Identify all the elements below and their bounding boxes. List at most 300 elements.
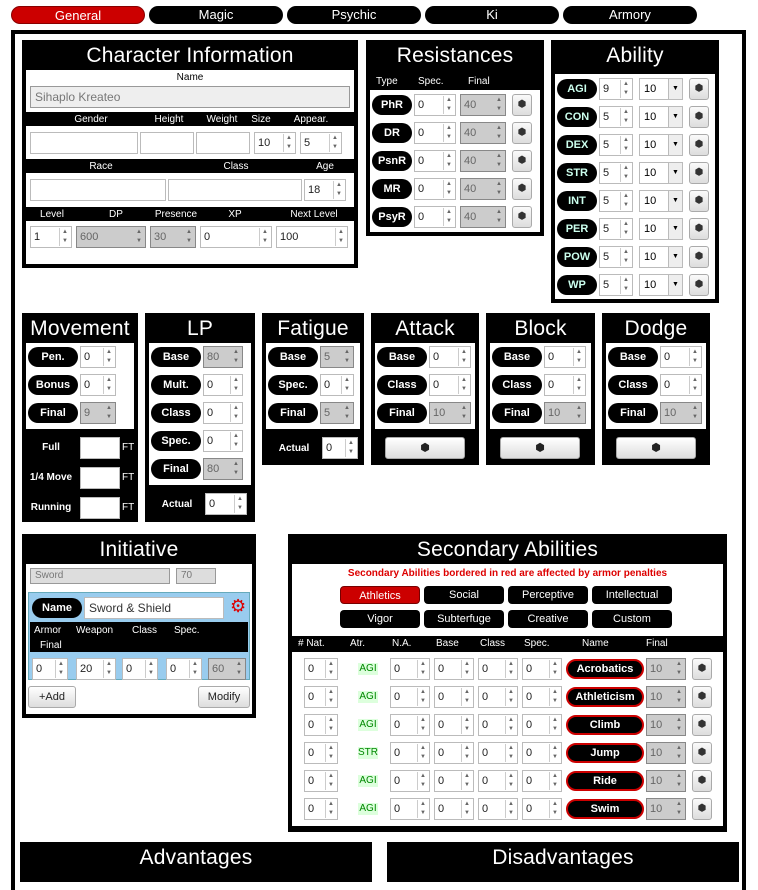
init-weapon-input[interactable]: 20 ▲ ▼: [76, 658, 116, 680]
tab-general[interactable]: General: [11, 6, 145, 24]
spinner-icon[interactable]: ▲ ▼: [549, 744, 560, 762]
gender-label: Gender: [74, 114, 108, 125]
res-mr-spec[interactable]: [414, 178, 456, 200]
select-value: 10: [644, 279, 657, 291]
blk-final-input: [544, 402, 586, 424]
dice-icon: ⬢: [694, 83, 704, 94]
dice-icon: ⬢: [420, 442, 430, 454]
spinner-icon[interactable]: ▲ ▼: [458, 348, 469, 366]
res-phr-roll-button[interactable]: [512, 94, 532, 116]
weight-input[interactable]: [196, 132, 250, 154]
sec-base-input-value: 0: [438, 663, 445, 675]
add-initiative-button[interactable]: +Add: [28, 686, 76, 708]
spinner-icon[interactable]: ▲ ▼: [573, 348, 584, 366]
ability-per-value[interactable]: [599, 218, 633, 240]
spinner-icon[interactable]: ▲ ▼: [443, 96, 454, 114]
sec-na-input-value: 0: [394, 663, 401, 675]
spinner-icon[interactable]: ▲ ▼: [230, 404, 241, 422]
lp-base-input-value: 80: [207, 351, 220, 363]
sec-na-input-value: 0: [394, 803, 401, 815]
next-level-label: Next Level: [290, 209, 338, 220]
sec-na-input[interactable]: [390, 798, 430, 820]
dice-icon: ⬢: [697, 775, 707, 786]
sec-nat-input-value: 0: [308, 775, 315, 787]
spinner-icon[interactable]: ▲ ▼: [493, 152, 504, 170]
res-psyr-final-value: 40: [464, 211, 477, 223]
spinner-icon[interactable]: ▲ ▼: [461, 716, 472, 734]
spinner-icon[interactable]: ▲ ▼: [620, 192, 631, 210]
sec-class-input[interactable]: [478, 798, 518, 820]
spinner-icon[interactable]: ▲ ▼: [505, 688, 516, 706]
res-psnr-spec[interactable]: [414, 150, 456, 172]
ability-int-roll-button[interactable]: [689, 190, 709, 212]
ability-per-select[interactable]: [639, 218, 683, 240]
res-psyr-label: PsyR: [372, 207, 412, 227]
movement-0-unit: FT: [122, 442, 135, 453]
sec-class-input[interactable]: [478, 742, 518, 764]
spinner-icon[interactable]: ▲ ▼: [689, 348, 700, 366]
spinner-icon[interactable]: ▲ ▼: [461, 744, 472, 762]
fat-spec-input[interactable]: [320, 374, 354, 396]
spinner-icon[interactable]: ▲ ▼: [673, 744, 684, 762]
blk-class-input[interactable]: [544, 374, 586, 396]
movement-1-input[interactable]: [80, 467, 120, 489]
appearance-input[interactable]: 5 ▲ ▼: [300, 132, 342, 154]
spinner-icon[interactable]: ▲ ▼: [461, 800, 472, 818]
move-pen-input-value: 0: [84, 351, 91, 363]
initiative-weapon-value: 70: [176, 568, 216, 584]
move-pen-input[interactable]: [80, 346, 116, 368]
panel-title: Advantages: [139, 846, 253, 869]
lp-mult-input-value: 0: [207, 379, 214, 391]
spinner-icon[interactable]: ▲ ▼: [325, 716, 336, 734]
dice-icon: ⬢: [651, 442, 661, 454]
ability-panel: [551, 40, 719, 303]
sec-nat-input[interactable]: [304, 686, 338, 708]
lp-base-label: Base: [151, 347, 201, 367]
spinner-icon[interactable]: ▲ ▼: [325, 688, 336, 706]
ability-con-label: CON: [557, 107, 597, 127]
sec-spec-input-value: 0: [526, 803, 533, 815]
move-final-input: [80, 402, 116, 424]
fat-spec-label: Spec.: [268, 375, 318, 395]
attack-roll-button[interactable]: [385, 437, 465, 459]
fat-final-label: Final: [268, 403, 318, 423]
dice-icon: ⬢: [694, 111, 704, 122]
sec-header-1: Atr.: [350, 638, 366, 649]
blk-final-label: Final: [492, 403, 542, 423]
sec-final-input-value: 10: [650, 747, 663, 759]
sec-swim-roll-button[interactable]: [692, 798, 712, 820]
spinner-icon[interactable]: ▲ ▼: [505, 800, 516, 818]
panel-title: Resistances: [396, 44, 514, 67]
height-label: Height: [154, 114, 184, 125]
movement-2-unit: FT: [122, 502, 135, 513]
sec-athleticism-roll-button[interactable]: [692, 686, 712, 708]
sec-na-input-value: 0: [394, 691, 401, 703]
sec-base-input[interactable]: [434, 658, 474, 680]
spinner-icon[interactable]: ▲ ▼: [620, 164, 631, 182]
sec-spec-input[interactable]: [522, 742, 562, 764]
dice-icon: ⬢: [517, 99, 527, 110]
res-phr-final: [460, 94, 506, 116]
sec-nat-input[interactable]: [304, 714, 338, 736]
sec-spec-input-value: 0: [526, 747, 533, 759]
presence-label: Presence: [154, 209, 198, 220]
spinner-icon[interactable]: ▲ ▼: [325, 660, 336, 678]
res-mr-final: [460, 178, 506, 200]
dod-class-input[interactable]: [660, 374, 702, 396]
sec-base-input-value: 0: [438, 719, 445, 731]
spinner-icon[interactable]: ▲ ▼: [230, 348, 241, 366]
sec-nat-input[interactable]: [304, 798, 338, 820]
modify-initiative-button[interactable]: Modify: [198, 686, 250, 708]
spinner-icon[interactable]: ▲ ▼: [417, 800, 428, 818]
spinner-icon[interactable]: ▲ ▼: [505, 660, 516, 678]
ability-agi-select[interactable]: [639, 78, 683, 100]
movement-2-label: Running: [30, 502, 72, 513]
move-bonus-input[interactable]: [80, 374, 116, 396]
name-label: Name: [176, 72, 204, 83]
spinner-icon[interactable]: ▲ ▼: [461, 688, 472, 706]
select-value: 10: [644, 251, 657, 263]
sec-tab-athletics[interactable]: Athletics: [340, 586, 420, 604]
spinner-icon[interactable]: ▲ ▼: [493, 96, 504, 114]
spinner-icon: ▲ ▼: [233, 660, 244, 678]
spinner-icon[interactable]: ▲ ▼: [443, 208, 454, 226]
ability-con-roll-button[interactable]: [689, 106, 709, 128]
ability-con-value[interactable]: [599, 106, 633, 128]
ability-dex-roll-button[interactable]: [689, 134, 709, 156]
dice-icon: ⬢: [517, 183, 527, 194]
ability-agi-roll-button[interactable]: [689, 78, 709, 100]
sec-base-input[interactable]: [434, 686, 474, 708]
spinner-icon[interactable]: ▲ ▼: [341, 348, 352, 366]
ability-wp-value[interactable]: [599, 274, 633, 296]
spinner-icon[interactable]: ▲ ▼: [341, 404, 352, 422]
move-bonus-label: Bonus: [28, 375, 78, 395]
sec-base-input-value: 0: [438, 803, 445, 815]
select-value: 10: [644, 195, 657, 207]
sec-spec-input[interactable]: [522, 798, 562, 820]
dod-base-label: Base: [608, 347, 658, 367]
init-final-input: 60 ▲ ▼: [208, 658, 246, 680]
res-phr-spec[interactable]: [414, 94, 456, 116]
atk-class-input[interactable]: [429, 374, 471, 396]
chevron-down-icon: ▼: [668, 219, 682, 239]
res-psnr-roll-button[interactable]: [512, 150, 532, 172]
sec-name-athleticism: Athleticism: [566, 687, 644, 707]
spinner-icon[interactable]: ▲ ▼: [549, 660, 560, 678]
dice-icon: ⬢: [697, 691, 707, 702]
lp-actual-input[interactable]: 0 ▲ ▼: [205, 493, 247, 515]
ability-dex-select[interactable]: [639, 134, 683, 156]
spinner-icon[interactable]: ▲ ▼: [493, 180, 504, 198]
ability-con-select[interactable]: [639, 106, 683, 128]
ability-pow-value[interactable]: [599, 246, 633, 268]
sec-name-jump: Jump: [566, 743, 644, 763]
res-mr-final-value: 40: [464, 183, 477, 195]
dice-icon: ⬢: [694, 279, 704, 290]
sec-base-input[interactable]: [434, 714, 474, 736]
spinner-icon: ▲ ▼: [234, 495, 245, 513]
sec-spec-input[interactable]: [522, 770, 562, 792]
res-psyr-spec-value: 0: [418, 211, 425, 223]
spinner-icon[interactable]: ▲ ▼: [620, 136, 631, 154]
movement-2-input[interactable]: [80, 497, 120, 519]
spinner-icon[interactable]: ▲ ▼: [549, 800, 560, 818]
dod-base-input[interactable]: [660, 346, 702, 368]
sec-base-input[interactable]: [434, 742, 474, 764]
spinner-icon[interactable]: ▲ ▼: [689, 404, 700, 422]
sec-spec-input[interactable]: [522, 658, 562, 680]
dod-final-input: [660, 402, 702, 424]
lp-mult-label: Mult.: [151, 375, 201, 395]
sec-na-input[interactable]: [390, 742, 430, 764]
height-input[interactable]: [140, 132, 194, 154]
ability-str-label: STR: [557, 163, 597, 183]
sec-na-input[interactable]: [390, 686, 430, 708]
sec-class-input[interactable]: [478, 658, 518, 680]
spinner-icon[interactable]: ▲ ▼: [103, 376, 114, 394]
sec-nat-input[interactable]: [304, 742, 338, 764]
spinner-icon: ▲ ▼: [103, 660, 114, 678]
armor-penalty-note: Secondary Abilities bordered in red are affected by armor penalties: [347, 568, 668, 579]
sec-final-input: [646, 798, 686, 820]
spinner-icon[interactable]: ▲ ▼: [620, 220, 631, 238]
spinner-icon[interactable]: ▲ ▼: [230, 376, 241, 394]
spinner-icon[interactable]: ▲ ▼: [461, 660, 472, 678]
spinner-icon[interactable]: ▲ ▼: [620, 276, 631, 294]
sec-attribute: AGI: [359, 803, 377, 814]
spinner-icon[interactable]: ▲ ▼: [573, 404, 584, 422]
init-name-input[interactable]: Sword & Shield: [84, 597, 224, 619]
res-dr-spec[interactable]: [414, 122, 456, 144]
lp-panel: [145, 313, 255, 522]
res-psyr-roll-button[interactable]: [512, 206, 532, 228]
sec-name-ride: Ride: [566, 771, 644, 791]
spinner-icon[interactable]: ▲ ▼: [458, 404, 469, 422]
gender-input[interactable]: [30, 132, 138, 154]
spinner-icon[interactable]: ▲ ▼: [673, 716, 684, 734]
move-pen-label: Pen.: [28, 347, 78, 367]
res-mr-roll-button[interactable]: [512, 178, 532, 200]
next-level-input[interactable]: 100 ▲ ▼: [276, 226, 348, 248]
main-tabs: [11, 6, 701, 24]
block-roll-button[interactable]: [500, 437, 580, 459]
spinner-icon[interactable]: ▲ ▼: [573, 376, 584, 394]
select-value: 10: [644, 83, 657, 95]
spinner-icon[interactable]: ▲ ▼: [461, 772, 472, 790]
spinner-icon[interactable]: ▲ ▼: [673, 800, 684, 818]
fatigue-actual-input[interactable]: 0 ▲ ▼: [322, 437, 358, 459]
ability-wp-select[interactable]: [639, 274, 683, 296]
ability-int-value[interactable]: [599, 190, 633, 212]
move-bonus-input-value: 0: [84, 379, 91, 391]
spinner-icon[interactable]: ▲ ▼: [103, 348, 114, 366]
ability-per-roll-button[interactable]: [689, 218, 709, 240]
tab-magic[interactable]: Magic: [149, 6, 283, 24]
sec-class-input[interactable]: [478, 686, 518, 708]
sec-class-input[interactable]: [478, 714, 518, 736]
fat-base-input-value: 5: [324, 351, 331, 363]
lp-spec-label: Spec.: [151, 431, 201, 451]
spinner-icon[interactable]: ▲ ▼: [505, 744, 516, 762]
sec-ride-roll-button[interactable]: [692, 770, 712, 792]
spinner-icon[interactable]: ▲ ▼: [620, 80, 631, 98]
panel-title: Fatigue: [277, 317, 349, 340]
class-header: Class: [132, 625, 158, 636]
sec-class-input[interactable]: [478, 770, 518, 792]
sec-acrobatics-roll-button[interactable]: [692, 658, 712, 680]
sec-tab-vigor[interactable]: Vigor: [340, 610, 420, 628]
sec-base-input[interactable]: [434, 770, 474, 792]
spinner-icon[interactable]: ▲ ▼: [341, 376, 352, 394]
spinner-icon[interactable]: ▲ ▼: [417, 660, 428, 678]
sec-base-input-value: 0: [438, 747, 445, 759]
sec-final-input: [646, 686, 686, 708]
sec-base-input[interactable]: [434, 798, 474, 820]
sec-tab-perceptive[interactable]: Perceptive: [508, 586, 588, 604]
spinner-icon[interactable]: ▲ ▼: [620, 248, 631, 266]
spinner-icon[interactable]: ▲ ▼: [417, 744, 428, 762]
spinner-icon[interactable]: ▲ ▼: [230, 432, 241, 450]
sec-spec-input-value: 0: [526, 719, 533, 731]
blk-final-input-value: 10: [548, 407, 561, 419]
level-input[interactable]: 1 ▲ ▼: [30, 226, 72, 248]
res-psnr-label: PsnR: [372, 151, 412, 171]
name-input[interactable]: Sihaplo Kreateo: [30, 86, 350, 108]
res-dr-final: [460, 122, 506, 144]
sec-spec-input[interactable]: [522, 714, 562, 736]
sec-tab-custom[interactable]: Custom: [592, 610, 672, 628]
spinner-icon[interactable]: ▲ ▼: [325, 772, 336, 790]
ability-int-label: INT: [557, 191, 597, 211]
lp-mult-input[interactable]: [203, 374, 243, 396]
spinner-icon[interactable]: ▲ ▼: [689, 376, 700, 394]
ability-str-roll-button[interactable]: [689, 162, 709, 184]
spinner-icon[interactable]: ▲ ▼: [443, 152, 454, 170]
chevron-down-icon: ▼: [668, 135, 682, 155]
movement-0-input[interactable]: [80, 437, 120, 459]
race-input[interactable]: [30, 179, 166, 201]
sec-nat-input[interactable]: [304, 770, 338, 792]
ability-wp-value-value: 5: [603, 279, 610, 291]
sec-final-input-value: 10: [650, 663, 663, 675]
spinner-icon[interactable]: ▲ ▼: [417, 772, 428, 790]
ability-per-value-value: 5: [603, 223, 610, 235]
sec-na-input[interactable]: [390, 658, 430, 680]
lp-actual-label: Actual: [161, 499, 193, 510]
dodge-roll-button[interactable]: [616, 437, 696, 459]
ability-str-select[interactable]: [639, 162, 683, 184]
spinner-icon[interactable]: ▲ ▼: [443, 124, 454, 142]
blk-base-input[interactable]: [544, 346, 586, 368]
ability-str-value[interactable]: [599, 162, 633, 184]
ability-pow-roll-button[interactable]: [689, 246, 709, 268]
spinner-icon[interactable]: ▲ ▼: [673, 660, 684, 678]
spinner-icon[interactable]: ▲ ▼: [458, 376, 469, 394]
res-dr-roll-button[interactable]: [512, 122, 532, 144]
size-input[interactable]: 10 ▲ ▼: [254, 132, 296, 154]
sec-climb-roll-button[interactable]: [692, 714, 712, 736]
sec-tab-subterfuge[interactable]: Subterfuge: [424, 610, 504, 628]
spinner-icon[interactable]: ▲ ▼: [493, 208, 504, 226]
spinner-icon[interactable]: ▲ ▼: [549, 688, 560, 706]
age-input[interactable]: 18 ▲ ▼: [304, 179, 346, 201]
sec-tab-intellectual[interactable]: Intellectual: [592, 586, 672, 604]
panel-title: Ability: [606, 44, 664, 67]
sec-spec-input[interactable]: [522, 686, 562, 708]
ability-pow-value-value: 5: [603, 251, 610, 263]
spinner-icon[interactable]: ▲ ▼: [493, 124, 504, 142]
spinner-icon[interactable]: ▲ ▼: [549, 772, 560, 790]
spinner-icon[interactable]: ▲ ▼: [417, 716, 428, 734]
ability-pow-select[interactable]: [639, 246, 683, 268]
spinner-icon[interactable]: ▲ ▼: [230, 460, 241, 478]
sec-attribute: STR: [358, 747, 378, 758]
spinner-icon[interactable]: ▲ ▼: [549, 716, 560, 734]
sec-base-input-value: 0: [438, 775, 445, 787]
atk-base-input[interactable]: [429, 346, 471, 368]
class-input[interactable]: [168, 179, 302, 201]
res-psyr-spec[interactable]: [414, 206, 456, 228]
spinner-icon[interactable]: ▲ ▼: [103, 404, 114, 422]
lp-class-input-value: 0: [207, 407, 214, 419]
sec-header-2: N.A.: [392, 638, 412, 649]
atk-final-input: [429, 402, 471, 424]
xp-input[interactable]: 0 ▲ ▼: [200, 226, 272, 248]
ability-agi-label: AGI: [557, 79, 597, 99]
sec-tab-social[interactable]: Social: [424, 586, 504, 604]
sec-header-6: Name: [582, 638, 609, 649]
spinner-icon[interactable]: ▲ ▼: [325, 800, 336, 818]
panel-title: Initiative: [99, 538, 179, 561]
tab-armory[interactable]: Armory: [563, 6, 697, 24]
sec-na-input[interactable]: [390, 714, 430, 736]
tab-psychic[interactable]: Psychic: [287, 6, 421, 24]
lp-spec-input[interactable]: [203, 430, 243, 452]
spinner-icon[interactable]: ▲ ▼: [673, 772, 684, 790]
weight-label: Weight: [206, 114, 238, 125]
spinner-icon[interactable]: ▲ ▼: [443, 180, 454, 198]
spinner-icon[interactable]: ▲ ▼: [325, 744, 336, 762]
sec-nat-input-value: 0: [308, 719, 315, 731]
ability-int-select[interactable]: [639, 190, 683, 212]
init-class-input[interactable]: 0 ▲ ▼: [122, 658, 158, 680]
init-spec-input[interactable]: 0 ▲ ▼: [166, 658, 202, 680]
ability-wp-roll-button[interactable]: [689, 274, 709, 296]
sec-tab-creative[interactable]: Creative: [508, 610, 588, 628]
spinner-icon[interactable]: ▲ ▼: [505, 772, 516, 790]
init-armor-input[interactable]: 0 ▲ ▼: [32, 658, 68, 680]
gear-icon[interactable]: ⚙: [230, 596, 247, 616]
sec-nat-input[interactable]: [304, 658, 338, 680]
fat-base-input: [320, 346, 354, 368]
tab-ki[interactable]: Ki: [425, 6, 559, 24]
spinner-icon[interactable]: ▲ ▼: [673, 688, 684, 706]
sec-spec-input-value: 0: [526, 691, 533, 703]
sec-na-input[interactable]: [390, 770, 430, 792]
sec-nat-input-value: 0: [308, 663, 315, 675]
lp-class-input[interactable]: [203, 402, 243, 424]
spinner-icon[interactable]: ▲ ▼: [620, 108, 631, 126]
sec-jump-roll-button[interactable]: [692, 742, 712, 764]
spinner-icon[interactable]: ▲ ▼: [505, 716, 516, 734]
ability-agi-value[interactable]: [599, 78, 633, 100]
ability-dex-value[interactable]: [599, 134, 633, 156]
spinner-icon[interactable]: ▲ ▼: [417, 688, 428, 706]
